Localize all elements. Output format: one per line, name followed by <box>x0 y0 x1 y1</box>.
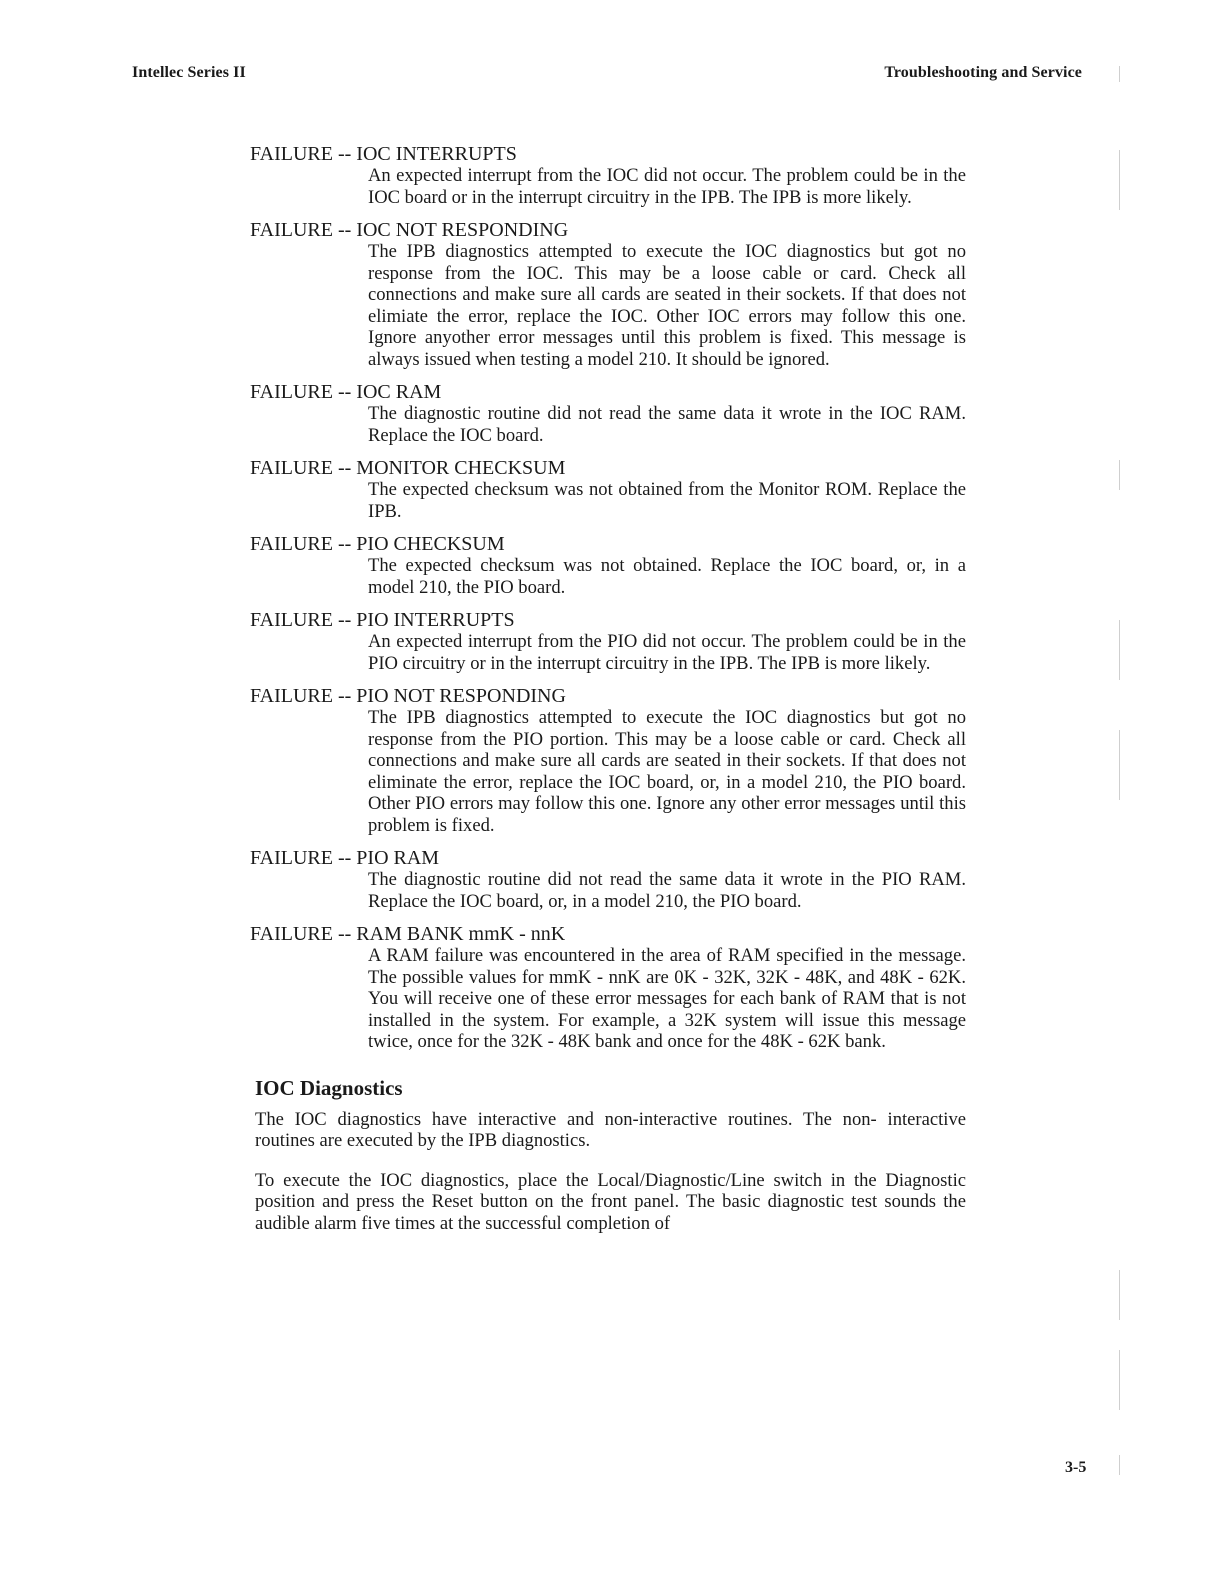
error-entry <box>250 143 966 208</box>
error-description: An expected interrupt from the PIO did not occur. The problem could be in the PIO circuitry or in the interrupt circuitry in the IPB. The IPB is more likely. <box>368 631 966 674</box>
error-title: FAILURE -- RAM BANK mmK - nnK <box>250 923 566 945</box>
margin-mark <box>1119 1350 1120 1410</box>
error-entry <box>250 923 966 1053</box>
error-title: FAILURE -- PIO NOT RESPONDING <box>250 685 566 707</box>
error-description: The diagnostic routine did not read the same data it wrote in the PIO RAM. Replace the IOC board, or, in a model 210, the PIO board. <box>368 869 966 912</box>
error-entry <box>250 219 966 370</box>
page-content <box>250 143 966 1252</box>
error-description: The expected checksum was not obtained. Replace the IOC board, or, in a model 210, the PIO board. <box>368 555 966 598</box>
error-description: The expected checksum was not obtained from the Monitor ROM. Replace the IPB. <box>368 479 966 522</box>
error-entry <box>250 847 966 912</box>
margin-mark <box>1119 620 1120 680</box>
error-entry <box>250 381 966 446</box>
page-number: 3-5 <box>1065 1459 1087 1476</box>
margin-mark <box>1119 460 1120 490</box>
running-header-left: Intellec Series II <box>132 64 246 81</box>
error-description: A RAM failure was encountered in the area of RAM specified in the message. The possible values for mmK - nnK are 0K - 32K, 32K - 48K, and 48K - 62K. You will receive one of these error messages for each bank of RAM that is not installed in the system. For example, a 32K system will issue this message twice, once for the 32K - 48K bank and once for the 48K - 62K bank. <box>368 945 966 1052</box>
error-entry <box>250 685 966 836</box>
error-entry <box>250 533 966 598</box>
error-title: FAILURE -- PIO CHECKSUM <box>250 533 505 555</box>
section-paragraph: To execute the IOC diagnostics, place the Local/Diagnostic/Line switch in the Diagnostic position and press the Reset button on the front panel. The basic diagnostic test sounds the audible alarm five times at the successful completion of <box>255 1169 966 1234</box>
section-heading: IOC Diagnostics <box>255 1075 403 1100</box>
error-title: FAILURE -- MONITOR CHECKSUM <box>250 457 566 479</box>
error-entry <box>250 609 966 674</box>
margin-mark <box>1119 66 1120 82</box>
section-paragraph: The IOC diagnostics have interactive and non-interactive routines. The non- interactive routines are executed by the IPB diagnostics. <box>255 1108 966 1151</box>
error-description: An expected interrupt from the IOC did not occur. The problem could be in the IOC board or in the interrupt circuitry in the IPB. The IPB is more likely. <box>368 165 966 208</box>
margin-mark <box>1119 1455 1120 1475</box>
margin-mark <box>1119 730 1120 800</box>
error-title: FAILURE -- PIO INTERRUPTS <box>250 609 515 631</box>
error-description: The IPB diagnostics attempted to execute the IOC diagnostics but got no response from the IOC. This may be a loose cable or card. Check all connections and make sure all cards are seated in their sockets. If that does not elimiate the error, replace the IOC. Other IOC errors may follow this one. Ignore anyother error messages until this problem is fixed. This message is always issued when testing a model 210. It should be ignored. <box>368 241 966 370</box>
error-description: The IPB diagnostics attempted to execute the IOC diagnostics but got no response from the PIO portion. This may be a loose cable or card. Check all connections and make sure all cards are seated in their sockets. If that does not eliminate the error, replace the IOC board, or, in a model 210, the PIO board. Other PIO errors may follow this one. Ignore any other error messages until this problem is fixed. <box>368 707 966 836</box>
margin-mark <box>1119 1270 1120 1320</box>
error-title: FAILURE -- IOC NOT RESPONDING <box>250 219 569 241</box>
running-header-right: Troubleshooting and Service <box>884 64 1082 81</box>
error-title: FAILURE -- PIO RAM <box>250 847 440 869</box>
margin-mark <box>1119 150 1120 210</box>
error-title: FAILURE -- IOC INTERRUPTS <box>250 143 517 165</box>
error-description: The diagnostic routine did not read the same data it wrote in the IOC RAM. Replace the IOC board. <box>368 403 966 446</box>
error-title: FAILURE -- IOC RAM <box>250 381 442 403</box>
error-entry <box>250 457 966 522</box>
